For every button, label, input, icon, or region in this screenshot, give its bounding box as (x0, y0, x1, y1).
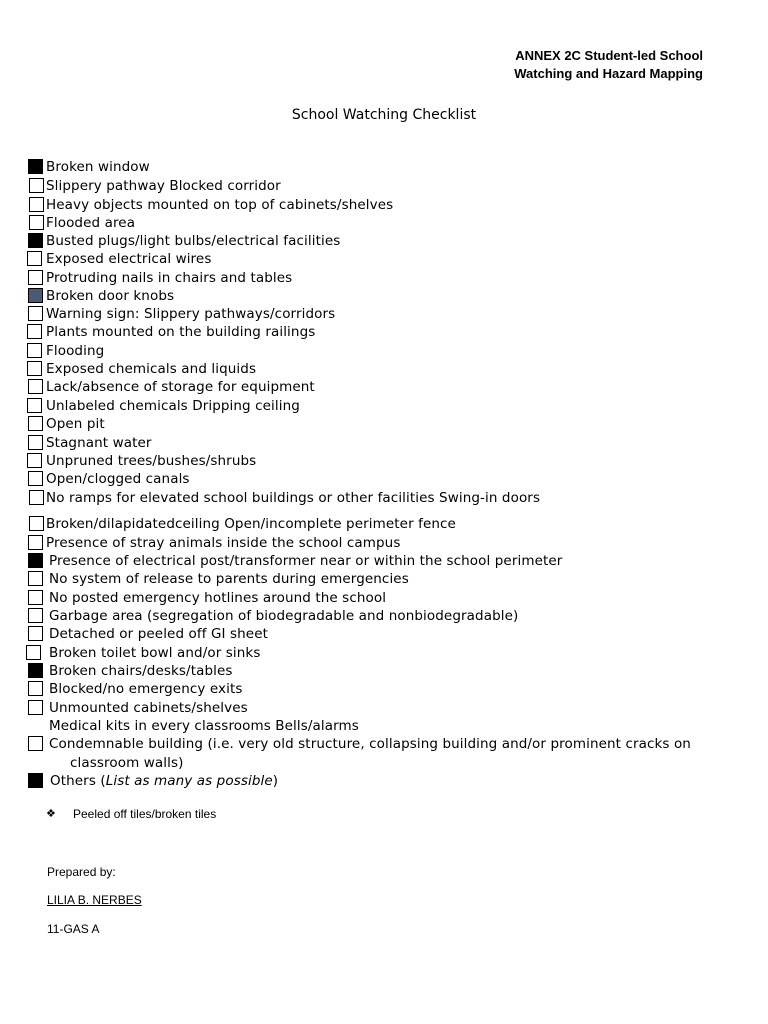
checklist-item-label: Garbage area (segregation of biodegradable and nonbiodegradable) (49, 608, 519, 624)
checklist-item-label: Detached or peeled off GI sheet (49, 626, 268, 642)
checkbox[interactable] (28, 608, 43, 623)
checkbox[interactable] (26, 645, 41, 660)
checkbox-checked[interactable] (28, 288, 43, 303)
checklist-item-label: Lack/absence of storage for equipment (46, 379, 315, 395)
checklist-item-label: Exposed chemicals and liquids (46, 361, 257, 377)
checkbox[interactable] (28, 626, 43, 641)
checklist-item (0, 250, 768, 268)
checklist-item-label: Broken/dilapidatedceiling Open/incomplete perimeter fence (46, 516, 456, 532)
checklist-item (0, 287, 768, 305)
others-list-text: Peeled off tiles/broken tiles (73, 807, 217, 821)
page-title: School Watching Checklist (291, 107, 477, 123)
annex-line-1: ANNEX 2C Student-led School (515, 48, 703, 63)
checklist-item (0, 772, 768, 790)
checklist-item (0, 378, 768, 396)
checklist-item (0, 644, 768, 662)
checklist-item-label: Broken door knobs (46, 288, 175, 304)
checklist-item-label: No ramps for elevated school buildings or other facilities Swing-in doors (46, 490, 541, 506)
checklist-item (0, 177, 768, 195)
checklist-item (0, 323, 768, 341)
checkbox[interactable] (29, 490, 44, 505)
checklist-item-label: No system of release to parents during emergencies (49, 571, 409, 587)
checklist-item-label: Heavy objects mounted on top of cabinets/shelves (46, 197, 394, 213)
checklist-item-label: Plants mounted on the building railings (46, 324, 316, 340)
checklist-item-label: Medical kits in every classrooms Bells/alarms (49, 718, 359, 734)
checklist-item (0, 158, 768, 176)
checklist-item (0, 735, 768, 753)
checklist-item (0, 397, 768, 415)
checkbox[interactable] (27, 251, 42, 266)
checkbox[interactable] (29, 178, 44, 193)
checklist-item (0, 196, 768, 214)
checkbox[interactable] (29, 516, 44, 531)
diamond-bullet-icon: ❖ (46, 808, 56, 820)
checklist-item-label: Unmounted cabinets/shelves (49, 700, 248, 716)
checklist-item (0, 434, 768, 452)
checklist-item (0, 534, 768, 552)
checklist-item (0, 269, 768, 287)
checkbox[interactable] (28, 736, 43, 751)
checklist-item (0, 662, 768, 680)
checkbox[interactable] (28, 306, 43, 321)
checklist-item-label: Broken window (46, 159, 150, 175)
checkbox-checked[interactable] (28, 663, 43, 678)
checkbox[interactable] (28, 416, 43, 431)
checklist-item (0, 305, 768, 323)
checklist-item (0, 607, 768, 625)
checklist-item (0, 589, 768, 607)
checklist-item-label: Presence of electrical post/transformer near or within the school perimeter (49, 553, 563, 569)
checklist-item (0, 515, 768, 533)
checklist-item (0, 360, 768, 378)
checkbox[interactable] (27, 453, 42, 468)
checkbox-checked[interactable] (28, 773, 43, 788)
checklist-item-label: Exposed electrical wires (46, 251, 212, 267)
prepared-by-label: Prepared by: (47, 865, 116, 879)
checklist-item (0, 470, 768, 488)
checklist-item-label: Broken chairs/desks/tables (49, 663, 233, 679)
checklist-item-label: classroom walls) (70, 755, 184, 771)
checkbox[interactable] (28, 535, 43, 550)
checkbox[interactable] (28, 700, 43, 715)
section-label: 11-GAS A (47, 922, 100, 936)
checklist-item-label: Flooding (46, 343, 105, 359)
checkbox[interactable] (28, 471, 43, 486)
checklist-item (0, 552, 768, 570)
checklist-item (0, 415, 768, 433)
checkbox-checked[interactable] (28, 553, 43, 568)
checkbox[interactable] (27, 343, 42, 358)
checklist-item-label: Others (List as many as possible) (50, 773, 279, 789)
checklist-item-label: Unlabeled chemicals Dripping ceiling (46, 398, 300, 414)
checklist-item (0, 214, 768, 232)
checklist-item-label: Open pit (46, 416, 105, 432)
checkbox[interactable] (28, 681, 43, 696)
checkbox[interactable] (28, 571, 43, 586)
checklist-item-label: Flooded area (46, 215, 136, 231)
checklist-item-label: Protruding nails in chairs and tables (46, 270, 293, 286)
checkbox[interactable] (28, 379, 43, 394)
checklist-item-label: Blocked/no emergency exits (49, 681, 243, 697)
checklist-item (0, 452, 768, 470)
checkbox[interactable] (27, 361, 42, 376)
checklist-item (0, 625, 768, 643)
checklist-item (0, 717, 768, 735)
checklist-item (0, 754, 768, 772)
checklist-item-label: Presence of stray animals inside the school campus (46, 535, 401, 551)
checklist-item-label: Open/clogged canals (46, 471, 190, 487)
checkbox[interactable] (27, 398, 42, 413)
checklist-item (0, 699, 768, 717)
checkbox-checked[interactable] (28, 233, 43, 248)
checkbox[interactable] (29, 197, 44, 212)
annex-header (514, 47, 703, 83)
checklist-item-label: No posted emergency hotlines around the school (49, 590, 387, 606)
checklist-item-label: Broken toilet bowl and/or sinks (49, 645, 261, 661)
checklist-item-label: Warning sign: Slippery pathways/corridors (46, 306, 336, 322)
checklist-item-label: Slippery pathway Blocked corridor (46, 178, 281, 194)
checklist-item (0, 232, 768, 250)
checklist-item (0, 570, 768, 588)
checklist-item (0, 342, 768, 360)
checklist-item-label: Busted plugs/light bulbs/electrical facilities (46, 233, 341, 249)
checkbox[interactable] (28, 270, 43, 285)
annex-line-2: Watching and Hazard Mapping (514, 66, 703, 81)
checkbox[interactable] (28, 435, 43, 450)
checklist-item (0, 680, 768, 698)
checklist-item-label: Unpruned trees/bushes/shrubs (46, 453, 257, 469)
checklist-item (0, 489, 768, 507)
checkbox-checked[interactable] (28, 159, 43, 174)
checklist-item-label: Condemnable building (i.e. very old structure, collapsing building and/or prominent cracks on (49, 736, 691, 752)
checklist-item-label: Stagnant water (46, 435, 152, 451)
checkbox[interactable] (27, 324, 42, 339)
preparer-name: LILIA B. NERBES (47, 893, 142, 907)
checkbox[interactable] (28, 590, 43, 605)
checkbox[interactable] (29, 215, 44, 230)
